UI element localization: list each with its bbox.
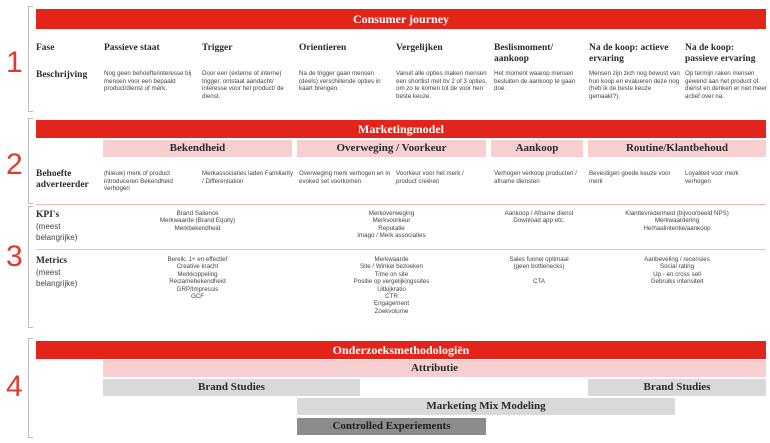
kpis-label: KPI's: [36, 210, 60, 220]
section-bracket-4: [28, 338, 29, 438]
method-controlled-experiments: Controlled Experiements: [297, 418, 486, 435]
consumer-journey-title: Consumer journey: [36, 9, 766, 29]
desc-actieve-ervaring: Mensen zijn zich nog bewust van hun koop en evalueren deze nog (heb ik de beste keuze gemaakt?).: [589, 70, 680, 100]
stage-overweging-voorkeur: Overweging / Voorkeur: [297, 140, 486, 157]
phase-vergelijken: Vergelijken: [396, 43, 443, 53]
kpis-sublabel-1: (meest: [36, 222, 61, 231]
kpis-aankoop: Aankoop / Afname dienst Download app etc.: [504, 210, 574, 225]
kpis-routine: Klanttevredenheid (bijvoorbeeld NPS) Merkwaardering Herhaalintentie/aankoop: [625, 210, 729, 232]
need-voorkeur: Voorkeur voor het merk / product creëren: [396, 170, 464, 185]
method-brand-studies-left: Brand Studies: [103, 379, 360, 396]
need-row-label: [36, 169, 89, 191]
kpis-bekendheid: Brand Salience Merkwaarde (Brand Equity) Merkbekendheid: [159, 210, 236, 232]
divider-kpis: [36, 204, 766, 205]
metrics-bekendheid: Bereik: 1+ en effectief Creative kracht Merkkoppeling Reclamebekendheid GRP/Impressis GCF: [167, 256, 228, 301]
need-overweging: Overweging merk verhogen en in evoked set voorkomen: [299, 170, 391, 185]
research-methods-title: Onderzoeksmethodologiën: [36, 341, 766, 359]
section-bracket-1: [28, 6, 29, 112]
divider-metrics: [36, 249, 766, 250]
method-attributie: Attributie: [103, 360, 766, 377]
metrics-overweging: Merkwaarde Site / Winkel bezoeken Time on site Positie op vergelijkingssites Uitkijkratio CTR Engagement Zoekvolume: [353, 256, 430, 315]
stage-bekendheid: Bekendheid: [103, 140, 292, 157]
stage-routine-klantbehoud: Routine/Klantbehoud: [588, 140, 766, 157]
desc-passieve-staat: Nog geen behoefte/interesse bij mensen voor een bepaald product/dienst of merk.: [104, 70, 192, 93]
phase-orientieren: Orientieren: [299, 43, 347, 53]
section-number-1: 1: [6, 46, 23, 79]
desc-vergelijken: Vanuit alle opties maken mensen een shortlist met bv 2 of 3 opties, om zo te komen tot de voor hen beste keuze.: [396, 70, 487, 100]
method-marketing-mix-modeling: Marketing Mix Modeling: [297, 398, 675, 415]
kpis-row-label: [36, 210, 77, 243]
metrics-aankoop: Sales funnel optimaal (geen bottlenecks) CTA: [509, 256, 569, 285]
need-introduceren: (Nieuw) merk of product introduceren Bekendheid verhogen: [104, 170, 173, 193]
phase-row-label: Fase: [36, 43, 55, 53]
desc-beslismoment: Het moment waarop mensen besluiten de aankoop te gaan doe.: [494, 70, 576, 93]
need-merkassociaties: Merkassociaties laden Familiarity / Differentiation: [202, 170, 294, 185]
section-number-4: 4: [6, 370, 23, 403]
phase-actieve-ervaring: Na de koop: actieve ervaring: [589, 43, 669, 64]
desc-passieve-ervaring: Op termijn raken mensen gewend aan het product of dienst en denken er niet meer actief over na.: [685, 70, 767, 100]
section-bracket-3: [28, 206, 29, 328]
metrics-sublabel-2: belangrijke): [36, 279, 78, 288]
desc-trigger: Door een (externe of interne) trigger, ontstaat aandacht/ interesse voor het product/ de dienst.: [202, 70, 284, 100]
phase-beslismoment: Beslismoment/ aankoop: [494, 43, 554, 64]
phase-trigger: Trigger: [202, 43, 233, 53]
method-brand-studies-right: Brand Studies: [588, 379, 766, 396]
metrics-sublabel-1: (meest: [36, 268, 61, 277]
metrics-row-label: [36, 256, 77, 289]
desc-orientieren: Na de trigger gaan mensen (deels) verschillende opties in kaart brengen.: [299, 70, 381, 93]
kpis-sublabel-2: belangrijke): [36, 233, 78, 242]
phase-passieve-staat: Passieve staat: [104, 43, 160, 53]
section-bracket-2: [28, 118, 29, 204]
section-number-3: 3: [6, 240, 23, 273]
need-label-line-1: Behoefte: [36, 169, 72, 179]
stage-aankoop: Aankoop: [491, 140, 583, 157]
kpis-overweging: Merkoverweging Merkvoorkeur Reputatie Imago / Merk associaties: [357, 210, 426, 240]
need-loyaliteit: Loyaliteit voor merk verhogen: [685, 170, 739, 185]
marketingmodel-title: Marketingmodel: [36, 120, 766, 138]
section-number-2: 2: [6, 148, 23, 181]
metrics-routine: Aanbeveling / recensies Social rating Up - en cross sell Gebruiks intensiteit: [644, 256, 710, 286]
metrics-label: Metrics: [36, 256, 68, 266]
description-row-label: Beschrijving: [36, 70, 88, 80]
need-label-line-2: adverteerder: [36, 180, 89, 190]
phase-passieve-ervaring: Na de koop: passieve ervaring: [685, 43, 756, 64]
need-bevestigen: Bevestigen goede keuze voor merk: [589, 170, 671, 185]
need-verkoop: Verhogen verkoop producten / afname diensten: [494, 170, 577, 185]
